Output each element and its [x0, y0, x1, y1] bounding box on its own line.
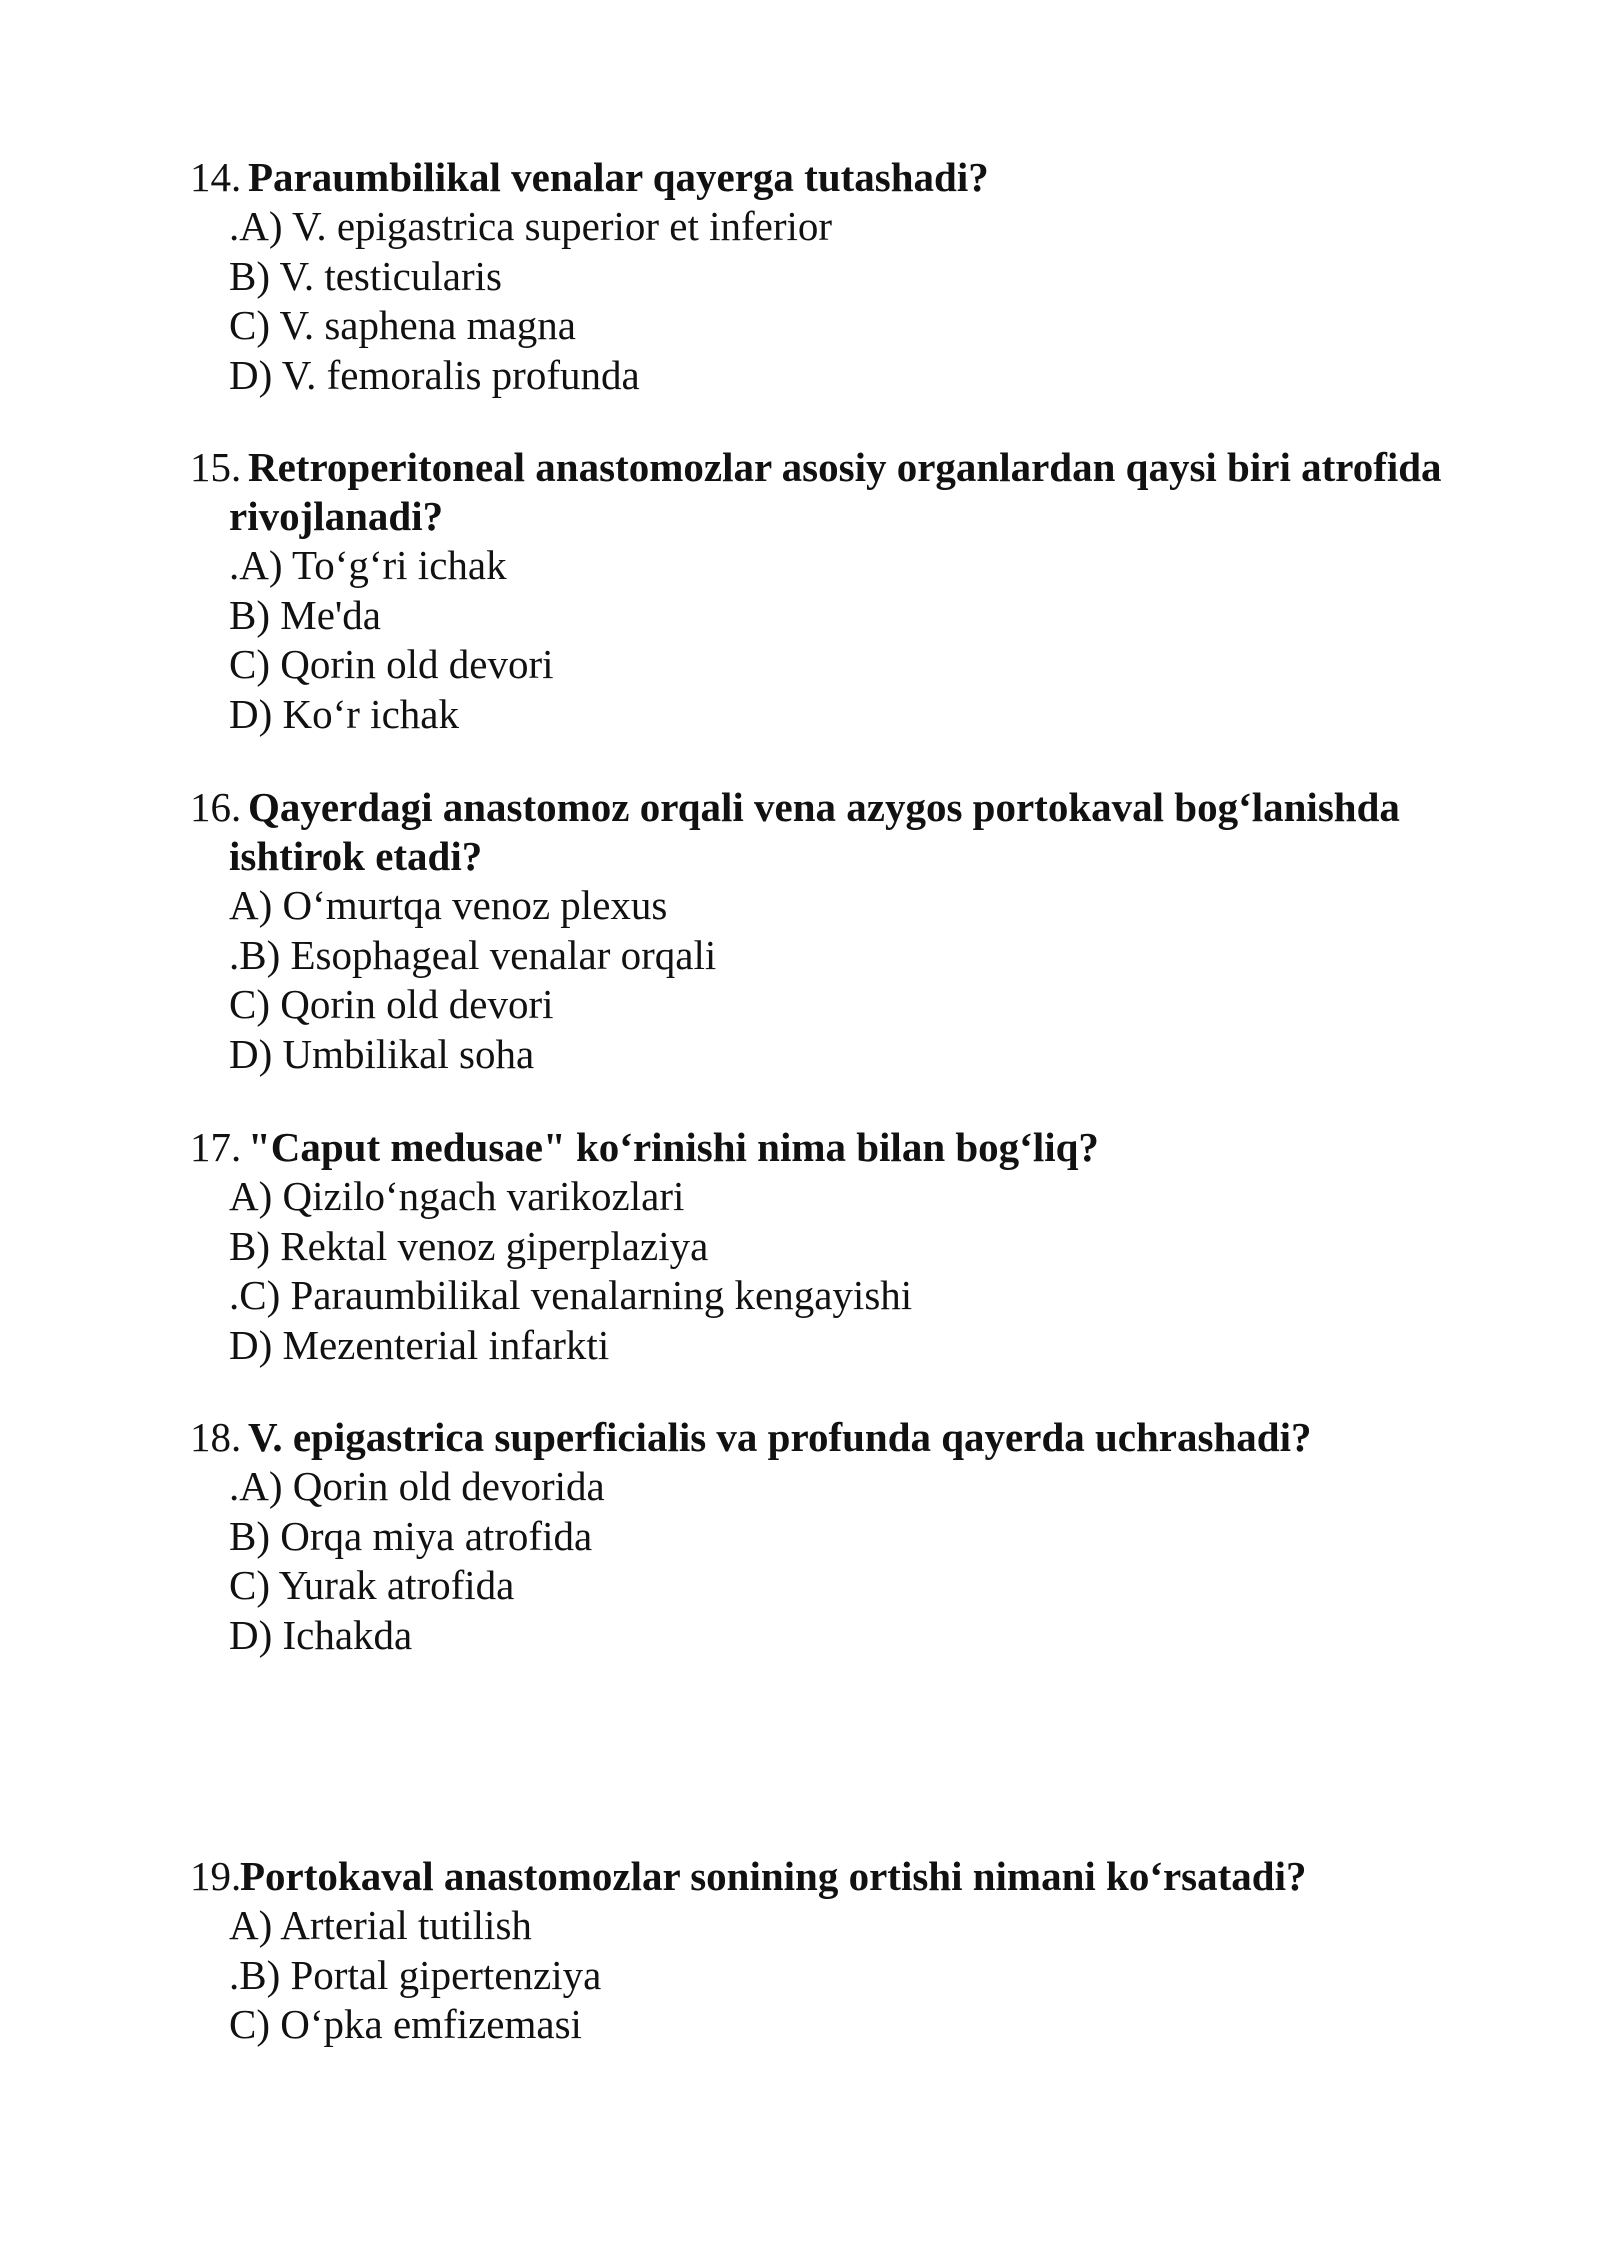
question-19 [190, 1852, 1490, 2050]
answer-option-b: B) Rektal venoz giperplaziya [229, 1222, 709, 1269]
question-heading [190, 153, 1490, 202]
question-heading [190, 783, 1490, 881]
question-14 [190, 153, 1490, 400]
answer-option-a: .A) To‘g‘ri ichak [229, 542, 507, 588]
answer-option-b: .B) Esophageal venalar orqali [229, 931, 717, 978]
question-heading [190, 443, 1490, 541]
question-text: Retroperitoneal anastomozlar asosiy organlardan qaysi biri atrofida rivojlanadi? [229, 444, 1442, 539]
answer-option-c: C) V. saphena magna [229, 302, 576, 348]
answer-option-d: D) Ichakda [229, 1611, 413, 1658]
answer-option-c: C) Qorin old devori [229, 641, 554, 687]
answer-options [229, 202, 1490, 400]
question-text: Portokaval anastomozlar sonining ortishi nimani ko‘rsatadi? [240, 1853, 1307, 1899]
question-number: 19. [190, 1853, 242, 1899]
question-18 [190, 1413, 1490, 1660]
answer-option-b: B) V. testicularis [229, 252, 502, 299]
answer-options [229, 1462, 1490, 1660]
question-text: Paraumbilikal venalar qayerga tutashadi? [248, 154, 989, 200]
question-text: "Caput medusae" ko‘rinishi nima bilan bog‘liq? [248, 1124, 1099, 1170]
answer-option-c: C) Qorin old devori [229, 981, 554, 1027]
answer-options [229, 1901, 1490, 2050]
answer-option-b: .B) Portal gipertenziya [229, 1951, 602, 1998]
answer-option-b: B) Me'da [229, 591, 381, 638]
question-number: 18. [190, 1414, 242, 1460]
question-number: 17. [190, 1124, 242, 1170]
question-17 [190, 1123, 1490, 1370]
question-16 [190, 783, 1490, 1079]
question-heading [190, 1852, 1490, 1901]
answer-options [229, 1172, 1490, 1370]
answer-option-a: .A) V. epigastrica superior et inferior [229, 203, 833, 249]
answer-options [229, 541, 1490, 739]
question-heading [190, 1123, 1490, 1172]
answer-option-d: D) Mezenterial infarkti [229, 1321, 610, 1368]
answer-option-a: A) Qizilo‘ngach varikozlari [229, 1173, 685, 1219]
answer-option-d: D) Umbilikal soha [229, 1030, 535, 1077]
answer-option-d: D) V. femoralis profunda [229, 351, 640, 398]
answer-option-c: C) Yurak atrofida [229, 1562, 515, 1608]
answer-option-c: .C) Paraumbilikal venalarning kengayishi [229, 1272, 913, 1318]
question-text: Qayerdagi anastomoz orqali vena azygos portokaval bog‘lanishda ishtirok etadi? [229, 784, 1400, 879]
answer-option-a: A) Arterial tutilish [229, 1902, 532, 1948]
question-text: V. epigastrica superficialis va profunda qayerda uchrashadi? [248, 1414, 1312, 1460]
question-heading [190, 1413, 1490, 1462]
answer-option-a: .A) Qorin old devorida [229, 1463, 605, 1509]
answer-option-d: D) Ko‘r ichak [229, 690, 459, 737]
answer-option-c: C) O‘pka emfizemasi [229, 2001, 582, 2047]
question-number: 16. [190, 784, 242, 830]
answer-option-b: B) Orqa miya atrofida [229, 1512, 593, 1559]
answer-options [229, 881, 1490, 1079]
question-number: 15. [190, 444, 242, 490]
question-number: 14. [190, 154, 242, 200]
answer-option-a: A) O‘murtqa venoz plexus [229, 882, 668, 928]
question-15 [190, 443, 1490, 739]
